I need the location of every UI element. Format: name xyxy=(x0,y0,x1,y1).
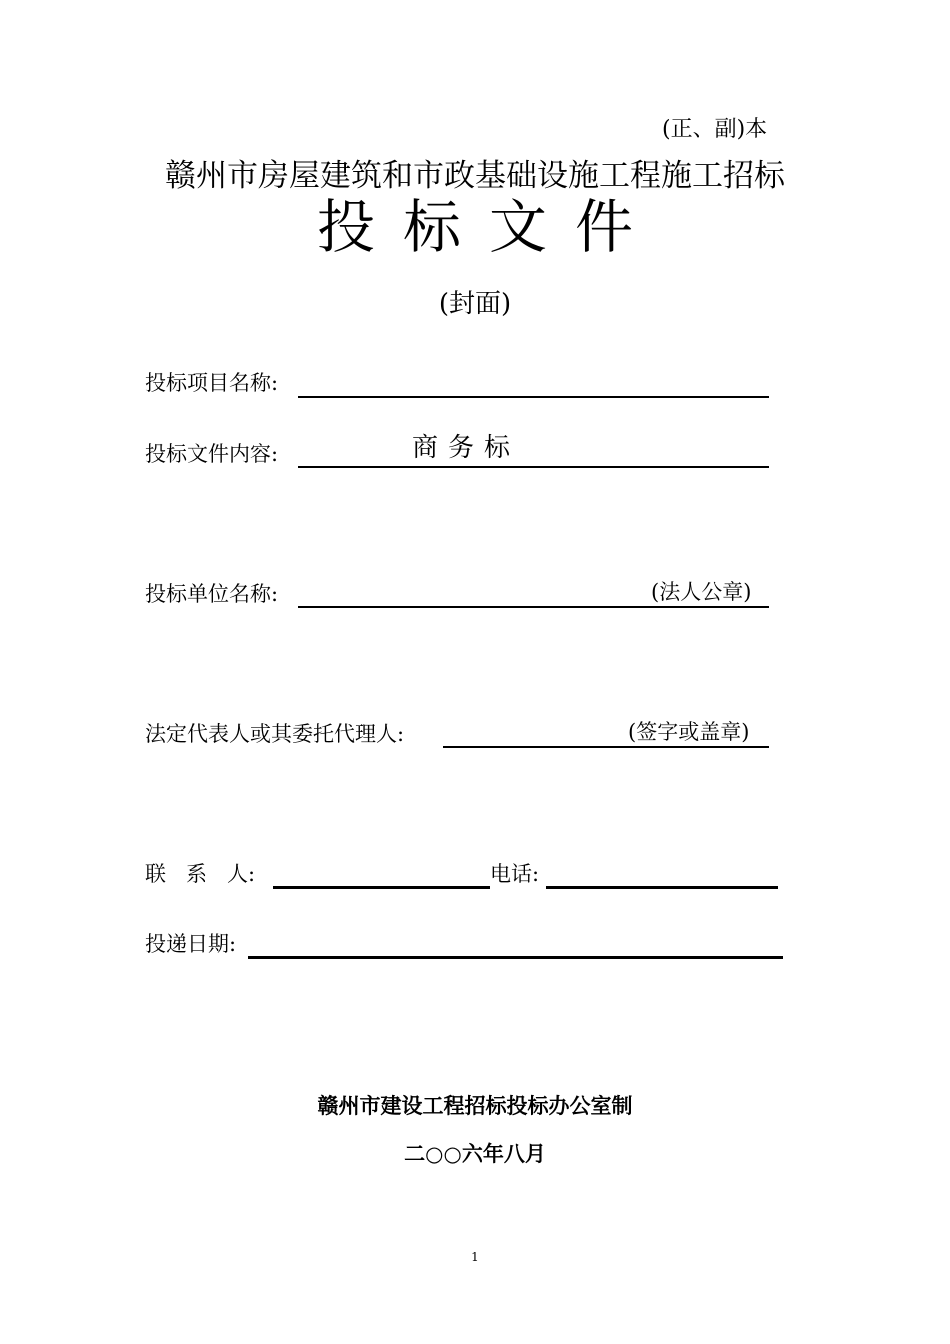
contact-label: 联 系 人: xyxy=(145,862,256,886)
delivery-date-field[interactable] xyxy=(248,938,783,959)
project-name-label: 投标项目名称: xyxy=(145,371,279,395)
issue-date: 二○○六年八月 xyxy=(404,1142,546,1166)
contact-field[interactable] xyxy=(273,868,490,889)
page-number: 1 xyxy=(471,1250,479,1264)
bidder-field[interactable] xyxy=(298,588,769,608)
phone-field[interactable] xyxy=(546,868,778,889)
delivery-date-label: 投递日期: xyxy=(145,932,237,956)
document-title: 投标文件 xyxy=(316,193,661,261)
representative-field[interactable] xyxy=(443,728,769,748)
content-label: 投标文件内容: xyxy=(145,442,279,466)
content-value: 商务标 xyxy=(412,433,521,463)
bidder-label: 投标单位名称: xyxy=(145,582,279,606)
bidder-seal-note: (法人公章) xyxy=(651,580,752,604)
phone-label: 电话: xyxy=(490,862,540,886)
main-title: 赣州市房屋建筑和市政基础设施工程施工招标 xyxy=(165,158,785,194)
representative-label: 法定代表人或其委托代理人: xyxy=(145,722,405,746)
project-name-field[interactable] xyxy=(298,378,769,398)
cover-label: (封面) xyxy=(438,289,512,319)
issuing-office: 赣州市建设工程招标投标办公室制 xyxy=(317,1094,633,1118)
representative-sign-note: (签字或盖章) xyxy=(628,720,750,744)
content-field[interactable] xyxy=(298,448,769,468)
copy-type-label: (正、副)本 xyxy=(662,117,768,142)
